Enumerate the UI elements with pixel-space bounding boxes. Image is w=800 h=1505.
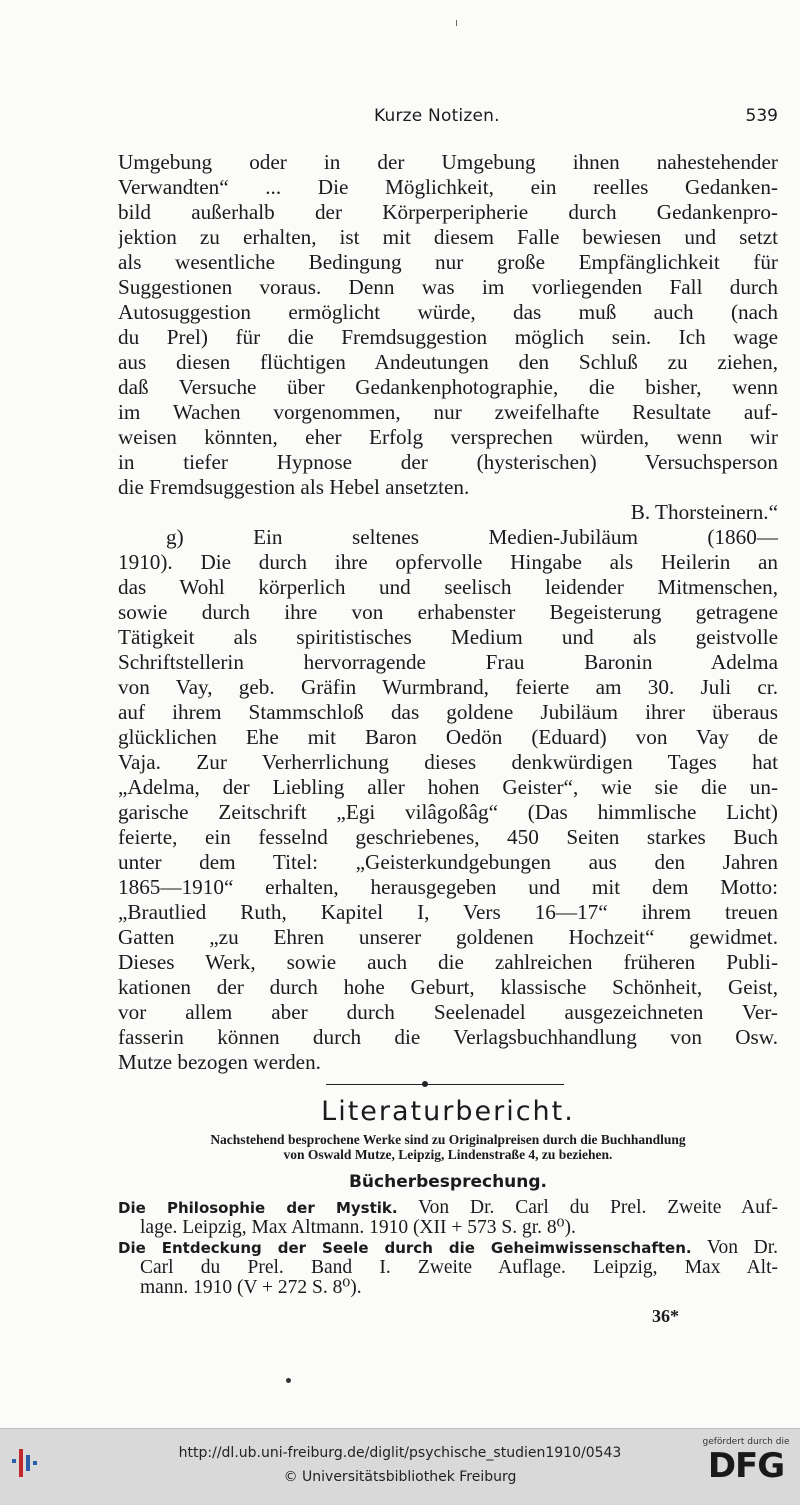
text-line: als wesentliche Bedingung nur große Empfänglichkeit für (118, 250, 778, 274)
text-line: Tätigkeit als spiritistisches Medium und als geistvolle (118, 625, 778, 649)
text-line: du Prel) für die Fremdsuggestion möglich sein. Ich wage (118, 325, 778, 349)
text-line: weisen könnten, eher Erfolg versprechen würden, wenn wir (118, 425, 778, 449)
book-title: Die Entdeckung der Seele durch die Geheimwissenschaften. (118, 1239, 692, 1257)
permalink-url[interactable]: http://dl.ub.uni-freiburg.de/diglit/psychische_studien1910/0543 (178, 1445, 622, 1461)
text-line: in tiefer Hypnose der (hysterischen) Versuchsperson (118, 450, 778, 474)
section-divider (326, 1084, 564, 1085)
text-line: Umgebung oder in der Umgebung ihnen nahestehender (118, 150, 778, 174)
viewer-footer (0, 1428, 800, 1505)
text-line: das Wohl körperlich und seelisch leidender Mitmenschen, (118, 575, 778, 599)
text-line: aus diesen flüchtigen Andeutungen den Schluß zu ziehen, (118, 350, 778, 374)
book-entry (118, 1238, 778, 1258)
text-line: Suggestionen voraus. Denn was im vorliegenden Fall durch (118, 275, 778, 299)
text-line: glücklichen Ehe mit Baron Oedön (Eduard) von Vay de (118, 725, 778, 749)
running-header (118, 106, 778, 134)
text-line: vor allem aber durch Seelenadel ausgezeichneten Ver- (118, 1000, 778, 1024)
book-details: Von Dr. (691, 1238, 778, 1258)
section-note (118, 1132, 778, 1162)
text-line: „Adelma, der Liebling aller hohen Geister“, wie sie die un- (118, 775, 778, 799)
text-line: von Vay, geb. Gräfin Wurmbrand, feierte am 30. Juli cr. (118, 675, 778, 699)
text-line: kationen der durch hohe Geburt, klassische Schönheit, Geist, (118, 975, 778, 999)
section-heading-line: g) Ein seltenes Medien-Jubiläum (1860— (166, 525, 778, 549)
text-line: 1865—1910“ erhalten, herausgegeben und mit dem Motto: (118, 875, 778, 899)
signature-mark: 36* (652, 1306, 679, 1326)
text-line: Mutze bezogen werden. (118, 1050, 321, 1074)
text-line: garische Zeitschrift „Egi vilâgoßâg“ (Das himmlische Licht) (118, 800, 778, 824)
text-line: Vaja. Zur Verherrlichung dieses denkwürdigen Tages hat (118, 750, 778, 774)
text-line: Dieses Werk, sowie auch die zahlreichen früheren Publi- (118, 950, 778, 974)
book-title: Die Philosophie der Mystik. (118, 1199, 398, 1217)
text-line: feierte, ein fesselnd geschriebenes, 450 Seiten starkes Buch (118, 825, 778, 849)
sponsor-caption: gefördert durch die (702, 1437, 790, 1447)
subsection-heading: Bücherbesprechung. (348, 1172, 548, 1192)
running-title: Kurze Notizen. (374, 106, 500, 126)
text-line: jektion zu erhalten, ist mit diesem Falle bewiesen und setzt (118, 225, 778, 249)
scan-mark (456, 20, 457, 26)
book-details-line: Carl du Prel. Band I. Zweite Auflage. Leipzig, Max Alt- (140, 1258, 778, 1278)
section-title: Literaturbericht. (321, 1096, 575, 1127)
text-line: auf ihrem Stammschloß das goldene Jubiläum ihrer überaus (118, 700, 778, 724)
text-line: bild außerhalb der Körperperipherie durch Gedankenpro- (118, 200, 778, 224)
text-line: sowie durch ihre von erhabenster Begeisterung getragene (118, 600, 778, 624)
author-signature: B. Thorsteinern.“ (630, 500, 778, 524)
book-entry (118, 1198, 778, 1218)
dfg-logo-text: DFG (707, 1446, 785, 1486)
text-line: die Fremdsuggestion als Hebel ansetzten. (118, 475, 470, 499)
note-line: Nachstehend besprochene Werke sind zu Originalpreisen durch die Buchhandlung (210, 1132, 686, 1147)
dfg-sponsor-logo (700, 1437, 792, 1497)
text-line: Gatten „zu Ehren unserer goldenen Hochzeit“ gewidmet. (118, 925, 778, 949)
book-reviews (118, 1198, 778, 1298)
text-line: Verwandten“ ... Die Möglichkeit, ein reelles Gedanken- (118, 175, 778, 199)
text-line: Autosuggestion ermöglicht würde, das muß auch (nach (118, 300, 778, 324)
copyright-text: © Universitätsbibliothek Freiburg (283, 1469, 517, 1485)
divider-ornament (422, 1081, 428, 1087)
text-line: fasserin können durch die Verlagsbuchhandlung von Osw. (118, 1025, 778, 1049)
page-number: 539 (745, 106, 778, 126)
book-details-line: mann. 1910 (V + 272 S. 8⁰). (140, 1278, 362, 1298)
book-details-line: lage. Leipzig, Max Altmann. 1910 (XII + 573 S. gr. 8⁰). (140, 1218, 576, 1238)
text-line: „Brautlied Ruth, Kapitel I, Vers 16—17“ ihrem treuen (118, 900, 778, 924)
text-line: 1910). Die durch ihre opfervolle Hingabe als Heilerin an (118, 550, 778, 574)
article-body (118, 150, 778, 1075)
text-line: unter dem Titel: „Geisterkundgebungen aus den Jahren (118, 850, 778, 874)
book-details: Von Dr. Carl du Prel. Zweite Auf- (397, 1198, 778, 1218)
text-line: daß Versuche über Gedankenphotographie, die bisher, wenn (118, 375, 778, 399)
text-line: im Wachen vorgenommen, nur zweifelhafte Resultate auf- (118, 400, 778, 424)
note-line: von Oswald Mutze, Leipzig, Lindenstraße 4, zu beziehen. (283, 1147, 613, 1162)
text-line: Schriftstellerin hervorragende Frau Baronin Adelma (118, 650, 778, 674)
scan-speck (286, 1378, 291, 1383)
